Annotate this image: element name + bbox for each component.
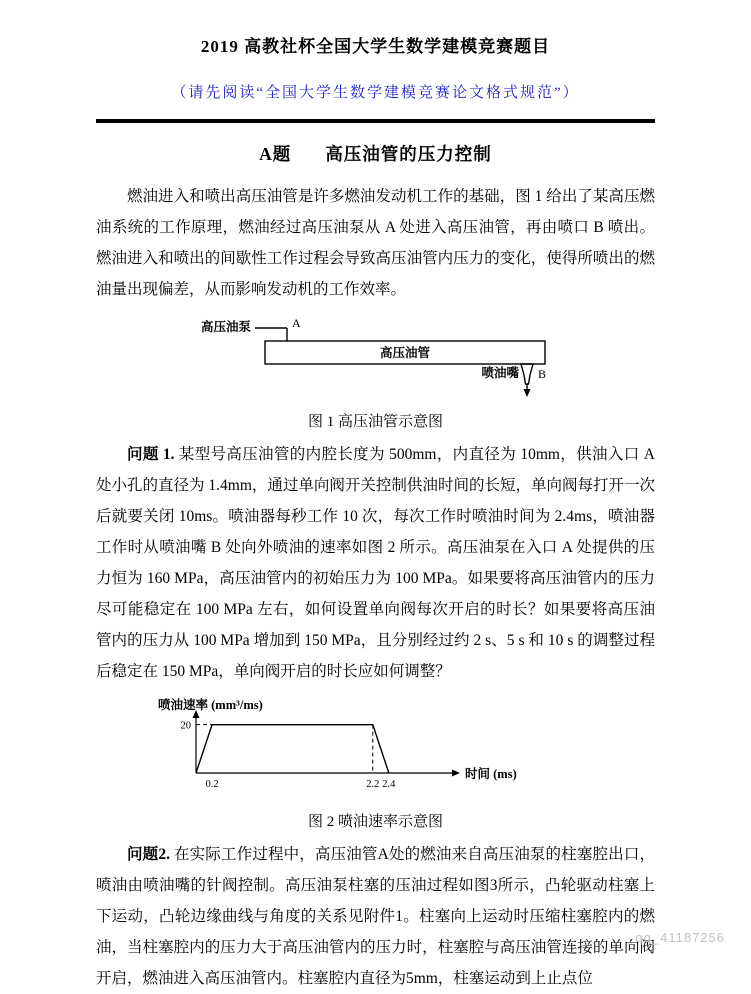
svg-text:喷油速率 (mm³/ms): 喷油速率 (mm³/ms) bbox=[158, 697, 263, 712]
figure1-drawing bbox=[201, 315, 655, 404]
watermark: qq_41187256 bbox=[635, 930, 725, 945]
read-first-notice: （请先阅读“全国大学生数学建模竞赛论文格式规范”） bbox=[171, 85, 580, 101]
svg-text:20: 20 bbox=[180, 720, 191, 732]
figure1 bbox=[96, 315, 655, 431]
figure2 bbox=[96, 697, 655, 831]
figure2-caption: 图 2 喷油速率示意图 bbox=[307, 813, 443, 830]
page-title: 2019 高教社杯全国大学生数学建模竞赛题目 bbox=[200, 37, 551, 56]
svg-text:0.2: 0.2 bbox=[205, 778, 219, 790]
svg-text:时间 (ms): 时间 (ms) bbox=[465, 766, 517, 781]
injection-rate-plot bbox=[154, 697, 534, 799]
figure2-drawing bbox=[154, 697, 655, 804]
divider bbox=[96, 119, 655, 123]
question1-label: 问题 1. bbox=[127, 445, 175, 463]
spray-arrow-head bbox=[524, 389, 531, 397]
svg-text:2.2: 2.2 bbox=[366, 778, 380, 790]
nozzle-label: 喷油嘴 bbox=[481, 365, 519, 380]
pump-label: 高压油泵 bbox=[201, 319, 252, 334]
outlet-b-label: B bbox=[538, 366, 547, 381]
intro-paragraph: 燃油进入和喷出高压油管是许多燃油发动机工作的基础，图 1 给出了某高压燃油系统的工作原理，燃油经过高压油泵从 A 处进入高压油管，再由喷口 B 喷出。燃油进入和喷出的间歇性工作过程会导致高压油管内压力的变化，使得所喷出的燃油量出现偏差，从而影响发动机的工作效率。 bbox=[96, 187, 655, 298]
pipe-schematic bbox=[201, 315, 561, 399]
svg-text:2.4: 2.4 bbox=[382, 778, 396, 790]
question2-text: 在实际工作过程中，高压油管A处的燃油来自高压油泵的柱塞腔出口，喷油由喷油嘴的针阀控制。高压油泵柱塞的压油过程如图3所示，凸轮驱动柱塞上下运动，凸轮边缘曲线与角度的关系见附件1。柱塞向上运动时压缩柱塞腔内的燃油，当柱塞腔内的压力大于高压油管内的压力时，柱塞腔与高压油管连接的单向阀开启，燃油进入高压油管内。柱塞腔内直径为5mm，柱塞运动到上止点位 bbox=[96, 845, 655, 987]
question1-paragraph bbox=[96, 439, 655, 687]
section-name: 高压油管的压力控制 bbox=[325, 144, 492, 164]
inlet-a-label: A bbox=[292, 315, 301, 330]
section-label: A题 bbox=[259, 144, 292, 164]
figure1-caption: 图 1 高压油管示意图 bbox=[307, 413, 443, 430]
pipe-label: 高压油管 bbox=[379, 345, 431, 360]
nozzle-funnel bbox=[521, 364, 533, 384]
question2-label: 问题2. bbox=[127, 845, 170, 863]
section-title bbox=[96, 141, 655, 166]
question2-paragraph bbox=[96, 839, 655, 994]
question1-text: 某型号高压油管的内腔长度为 500mm，内直径为 10mm，供油入口 A 处小孔的直径为 1.4mm，通过单向阀开关控制供油时间的长短，单向阀每打开一次后就要关闭 10ms。喷油器每秒工作 10 次，每次工作时喷油时间为 2.4ms，喷油器工作时从喷油嘴 B 处向外喷油的速率如图 2 所示。高压油泵在入口 A 处提供的压力恒为 160 MPa，高压油管内的初始压力为 100 MPa。如果要将高压油管内的压力尽可能稳定在 100 MPa 左右，如何设置单向阀每次开启的时长？如果要将高压油管内的压力从 100 MPa 增加到 150 MPa，且分别经过约 2 s、5 s 和 10 s 的调整过程后稳定在 150 MPa，单向阀开启的时长应如何调整？ bbox=[96, 445, 655, 680]
